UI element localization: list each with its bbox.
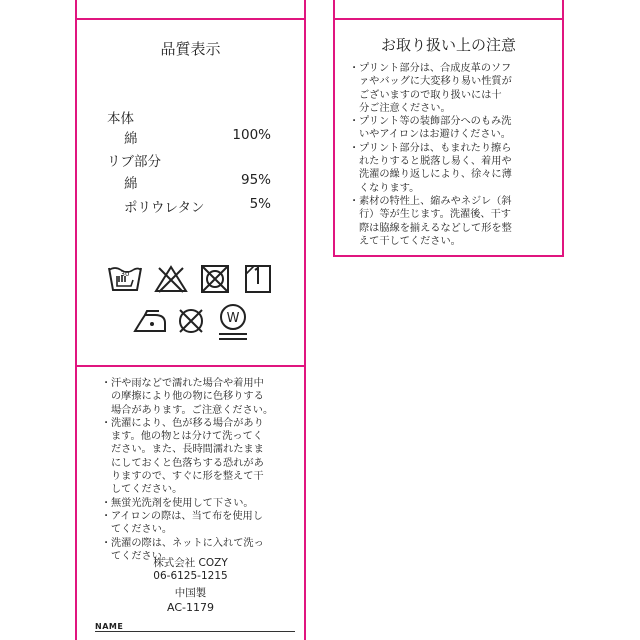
- composition-label: ポリウレタン: [124, 200, 205, 216]
- composition-value: 100%: [232, 127, 271, 143]
- right-bottom-border: [333, 255, 564, 257]
- no-dry-clean-icon: [175, 305, 207, 337]
- composition-row: [124, 196, 271, 216]
- svg-text:W: W: [226, 311, 240, 326]
- note-line: 場合があります。ご注意ください。: [111, 404, 274, 416]
- note-line: ございますので取り扱いには十: [359, 89, 502, 101]
- note-line: てください。: [111, 524, 173, 536]
- bullet-icon: ・: [349, 195, 360, 207]
- composition-value: 5%: [249, 196, 271, 212]
- composition-row: [124, 172, 271, 192]
- composition-value: 95%: [240, 172, 271, 188]
- country-of-origin: 中国製: [174, 587, 207, 599]
- bullet-icon: ・: [101, 510, 112, 522]
- note-line: 行）等が生じます。洗濯後、干す: [359, 209, 511, 221]
- note-line: てください。: [111, 550, 173, 562]
- bottom-label-panel: [77, 367, 304, 640]
- iron-low-icon: [131, 307, 169, 335]
- note-item: [349, 115, 559, 142]
- line-dry-icon: [243, 264, 273, 294]
- caution-notes: [349, 62, 559, 248]
- caution-label-panel: [335, 20, 562, 255]
- composition-row: [107, 150, 271, 170]
- note-item: [101, 497, 301, 510]
- note-line: れたりすると脱落し易く、着用や: [359, 156, 512, 168]
- name-field-line: [95, 631, 295, 632]
- wet-clean-icon: [217, 301, 249, 343]
- note-line: にしておくと色落ちする恐れがあ: [111, 457, 264, 469]
- note-line: 洗濯の繰り返しにより、徐々に薄: [359, 169, 512, 181]
- note-line: アイロンの際は、当て布を使用し: [111, 510, 263, 522]
- bullet-icon: ・: [349, 63, 360, 74]
- no-bleach-icon: [154, 264, 188, 294]
- note-line: 分ご注意ください。: [359, 102, 451, 114]
- note-item: [349, 62, 559, 115]
- name-field-label: NAME: [95, 622, 124, 631]
- note-line: りますので、すぐに形を整えて干: [111, 471, 264, 483]
- note-line: の摩擦により他の物に色移りする: [111, 391, 264, 403]
- note-line: してください。: [111, 484, 183, 496]
- note-item: [101, 417, 301, 497]
- note-line: 汗や雨などで濡れた場合や着用中: [111, 378, 264, 389]
- bullet-icon: ・: [349, 142, 360, 154]
- product-code: AC-1179: [167, 601, 214, 614]
- note-line: 無蛍光洗剤を使用して下さい。: [111, 497, 254, 509]
- composition-label: リブ部分: [107, 154, 161, 170]
- note-item: [349, 195, 559, 248]
- company-phone: 06-6125-1215: [153, 570, 228, 582]
- bullet-icon: ・: [101, 378, 112, 389]
- caution-label-title: お取り扱い上の注意: [380, 36, 516, 54]
- composition-label: 本体: [107, 111, 134, 127]
- note-line: プリント部分は、もまれたり擦ら: [359, 142, 512, 154]
- composition-row: [124, 127, 271, 147]
- note-item: [349, 142, 559, 195]
- note-line: プリント等の装飾部分へのもみ洗: [359, 116, 512, 128]
- note-line: えて干してください。: [359, 235, 461, 247]
- note-line: いやアイロンはお避けください。: [359, 129, 511, 141]
- right-label-right-border: [562, 0, 564, 256]
- note-line: 素材の特性上、縮みやネジレ（斜: [359, 195, 512, 207]
- bullet-icon: ・: [349, 116, 360, 128]
- note-line: ださい。また、長時間濡れたまま: [111, 444, 264, 456]
- note-line: ァやバッグに大変移り易い性質が: [359, 76, 512, 88]
- hand-wash-30-icon: [107, 264, 143, 294]
- bullet-icon: ・: [101, 497, 112, 509]
- composition-row: [107, 107, 271, 127]
- composition-label: 綿: [124, 131, 138, 147]
- quality-label-panel: [77, 20, 304, 365]
- note-line: 際は脇線を揃えるなどして形を整: [359, 222, 512, 234]
- note-item: [101, 377, 301, 417]
- bullet-icon: ・: [101, 417, 112, 429]
- svg-text:30: 30: [120, 270, 130, 278]
- bottom-notes: [101, 377, 301, 563]
- bullet-icon: ・: [101, 537, 112, 549]
- note-item: [101, 510, 301, 537]
- note-line: 洗濯の際は、ネットに入れて洗っ: [111, 537, 264, 549]
- note-line: ます。他の物とは分けて洗ってく: [111, 431, 263, 443]
- note-line: プリント部分は、合成皮革のソフ: [359, 63, 512, 74]
- company-name: 株式会社 COZY: [153, 557, 228, 569]
- composition-label: 綿: [124, 176, 138, 192]
- note-line: くなります。: [359, 182, 420, 194]
- quality-label-title: 品質表示: [160, 40, 221, 58]
- left-label-right-border: [304, 0, 306, 640]
- note-line: 洗濯により、色が移る場合があり: [111, 417, 264, 429]
- no-tumble-dry-icon: [199, 264, 231, 294]
